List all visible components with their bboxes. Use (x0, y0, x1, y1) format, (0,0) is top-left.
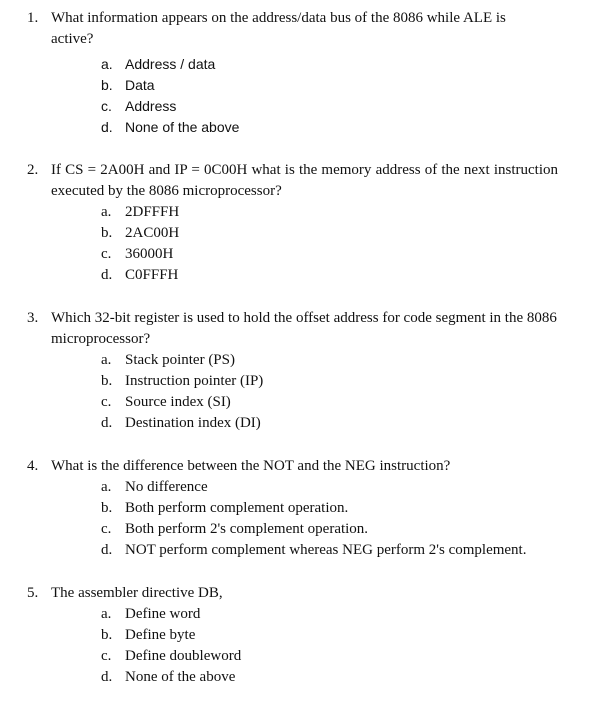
option-b[interactable] (101, 625, 195, 646)
option-a[interactable] (101, 202, 179, 223)
option-text: 36000H (125, 246, 174, 262)
option-letter: c. (101, 521, 112, 537)
option-text: NOT perform complement whereas NEG perform 2's complement. (125, 542, 527, 558)
option-c[interactable] (101, 244, 173, 265)
option-text: No difference (125, 479, 208, 495)
option-c[interactable] (101, 392, 231, 413)
option-b[interactable] (101, 498, 348, 519)
option-text: Both perform 2's complement operation. (125, 521, 369, 537)
option-text: Define byte (125, 627, 196, 643)
question-text-content: Which 32-bit register is used to hold the offset address for code segment in the 8086 microprocessor? (51, 310, 557, 347)
question-number: 5. (27, 585, 39, 601)
question-number: 2. (27, 162, 39, 178)
option-letter: b. (101, 500, 113, 516)
option-letter: a. (101, 606, 112, 622)
option-letter: c. (101, 98, 112, 114)
option-letter: b. (101, 225, 113, 241)
option-letter: b. (101, 373, 113, 389)
question-text-content: The assembler directive DB, (51, 585, 223, 601)
option-d[interactable] (101, 413, 261, 434)
option-letter: a. (101, 479, 112, 495)
option-text: Source index (SI) (125, 394, 231, 410)
option-letter: c. (101, 246, 112, 262)
option-text: Address (125, 98, 177, 114)
option-a[interactable] (101, 350, 235, 371)
option-d[interactable] (101, 265, 178, 286)
option-text: 2AC00H (125, 225, 180, 241)
question-text (51, 583, 563, 604)
question-text (51, 160, 563, 202)
option-letter: d. (101, 415, 113, 431)
option-letter: a. (101, 204, 112, 220)
option-c[interactable] (101, 96, 176, 117)
question-number: 3. (27, 310, 39, 326)
option-text: Address / data (125, 56, 216, 72)
option-d[interactable] (101, 540, 526, 561)
question-text-content: What information appears on the address/data bus of the 8086 while ALE is active? (51, 10, 506, 47)
option-text: Destination index (DI) (125, 415, 261, 431)
option-text: Stack pointer (PS) (125, 352, 235, 368)
question-text (51, 8, 563, 50)
option-letter: c. (101, 394, 112, 410)
option-b[interactable] (101, 75, 155, 96)
question-number: 4. (27, 458, 39, 474)
option-a[interactable] (101, 604, 200, 625)
option-letter: b. (101, 627, 113, 643)
option-letter: d. (101, 542, 113, 558)
option-letter: d. (101, 267, 113, 283)
option-letter: d. (101, 669, 113, 685)
option-b[interactable] (101, 223, 179, 244)
option-letter: a. (101, 56, 113, 72)
option-c[interactable] (101, 519, 368, 540)
option-letter: b. (101, 77, 113, 93)
option-a[interactable] (101, 477, 208, 498)
option-a[interactable] (101, 54, 215, 75)
option-c[interactable] (101, 646, 241, 667)
option-letter: a. (101, 352, 112, 368)
question-text (51, 456, 563, 477)
option-d[interactable] (101, 117, 239, 138)
question-text-content: What is the difference between the NOT and the NEG instruction? (51, 458, 451, 474)
option-text: Instruction pointer (IP) (125, 373, 264, 389)
option-letter: d. (101, 119, 113, 135)
question-text-content: If CS = 2A00H and IP = 0C00H what is the memory address of the next instruction executed by the 8086 microprocessor? (51, 162, 558, 199)
question-number: 1. (27, 10, 39, 26)
option-text: C0FFFH (125, 267, 179, 283)
option-text: None of the above (125, 669, 236, 685)
option-text: Both perform complement operation. (125, 500, 349, 516)
option-text: Define doubleword (125, 648, 242, 664)
option-d[interactable] (101, 667, 235, 688)
option-text: 2DFFFH (125, 204, 180, 220)
option-letter: c. (101, 648, 112, 664)
option-text: None of the above (125, 119, 240, 135)
option-text: Data (125, 77, 155, 93)
option-text: Define word (125, 606, 201, 622)
question-text (51, 308, 563, 350)
option-b[interactable] (101, 371, 263, 392)
